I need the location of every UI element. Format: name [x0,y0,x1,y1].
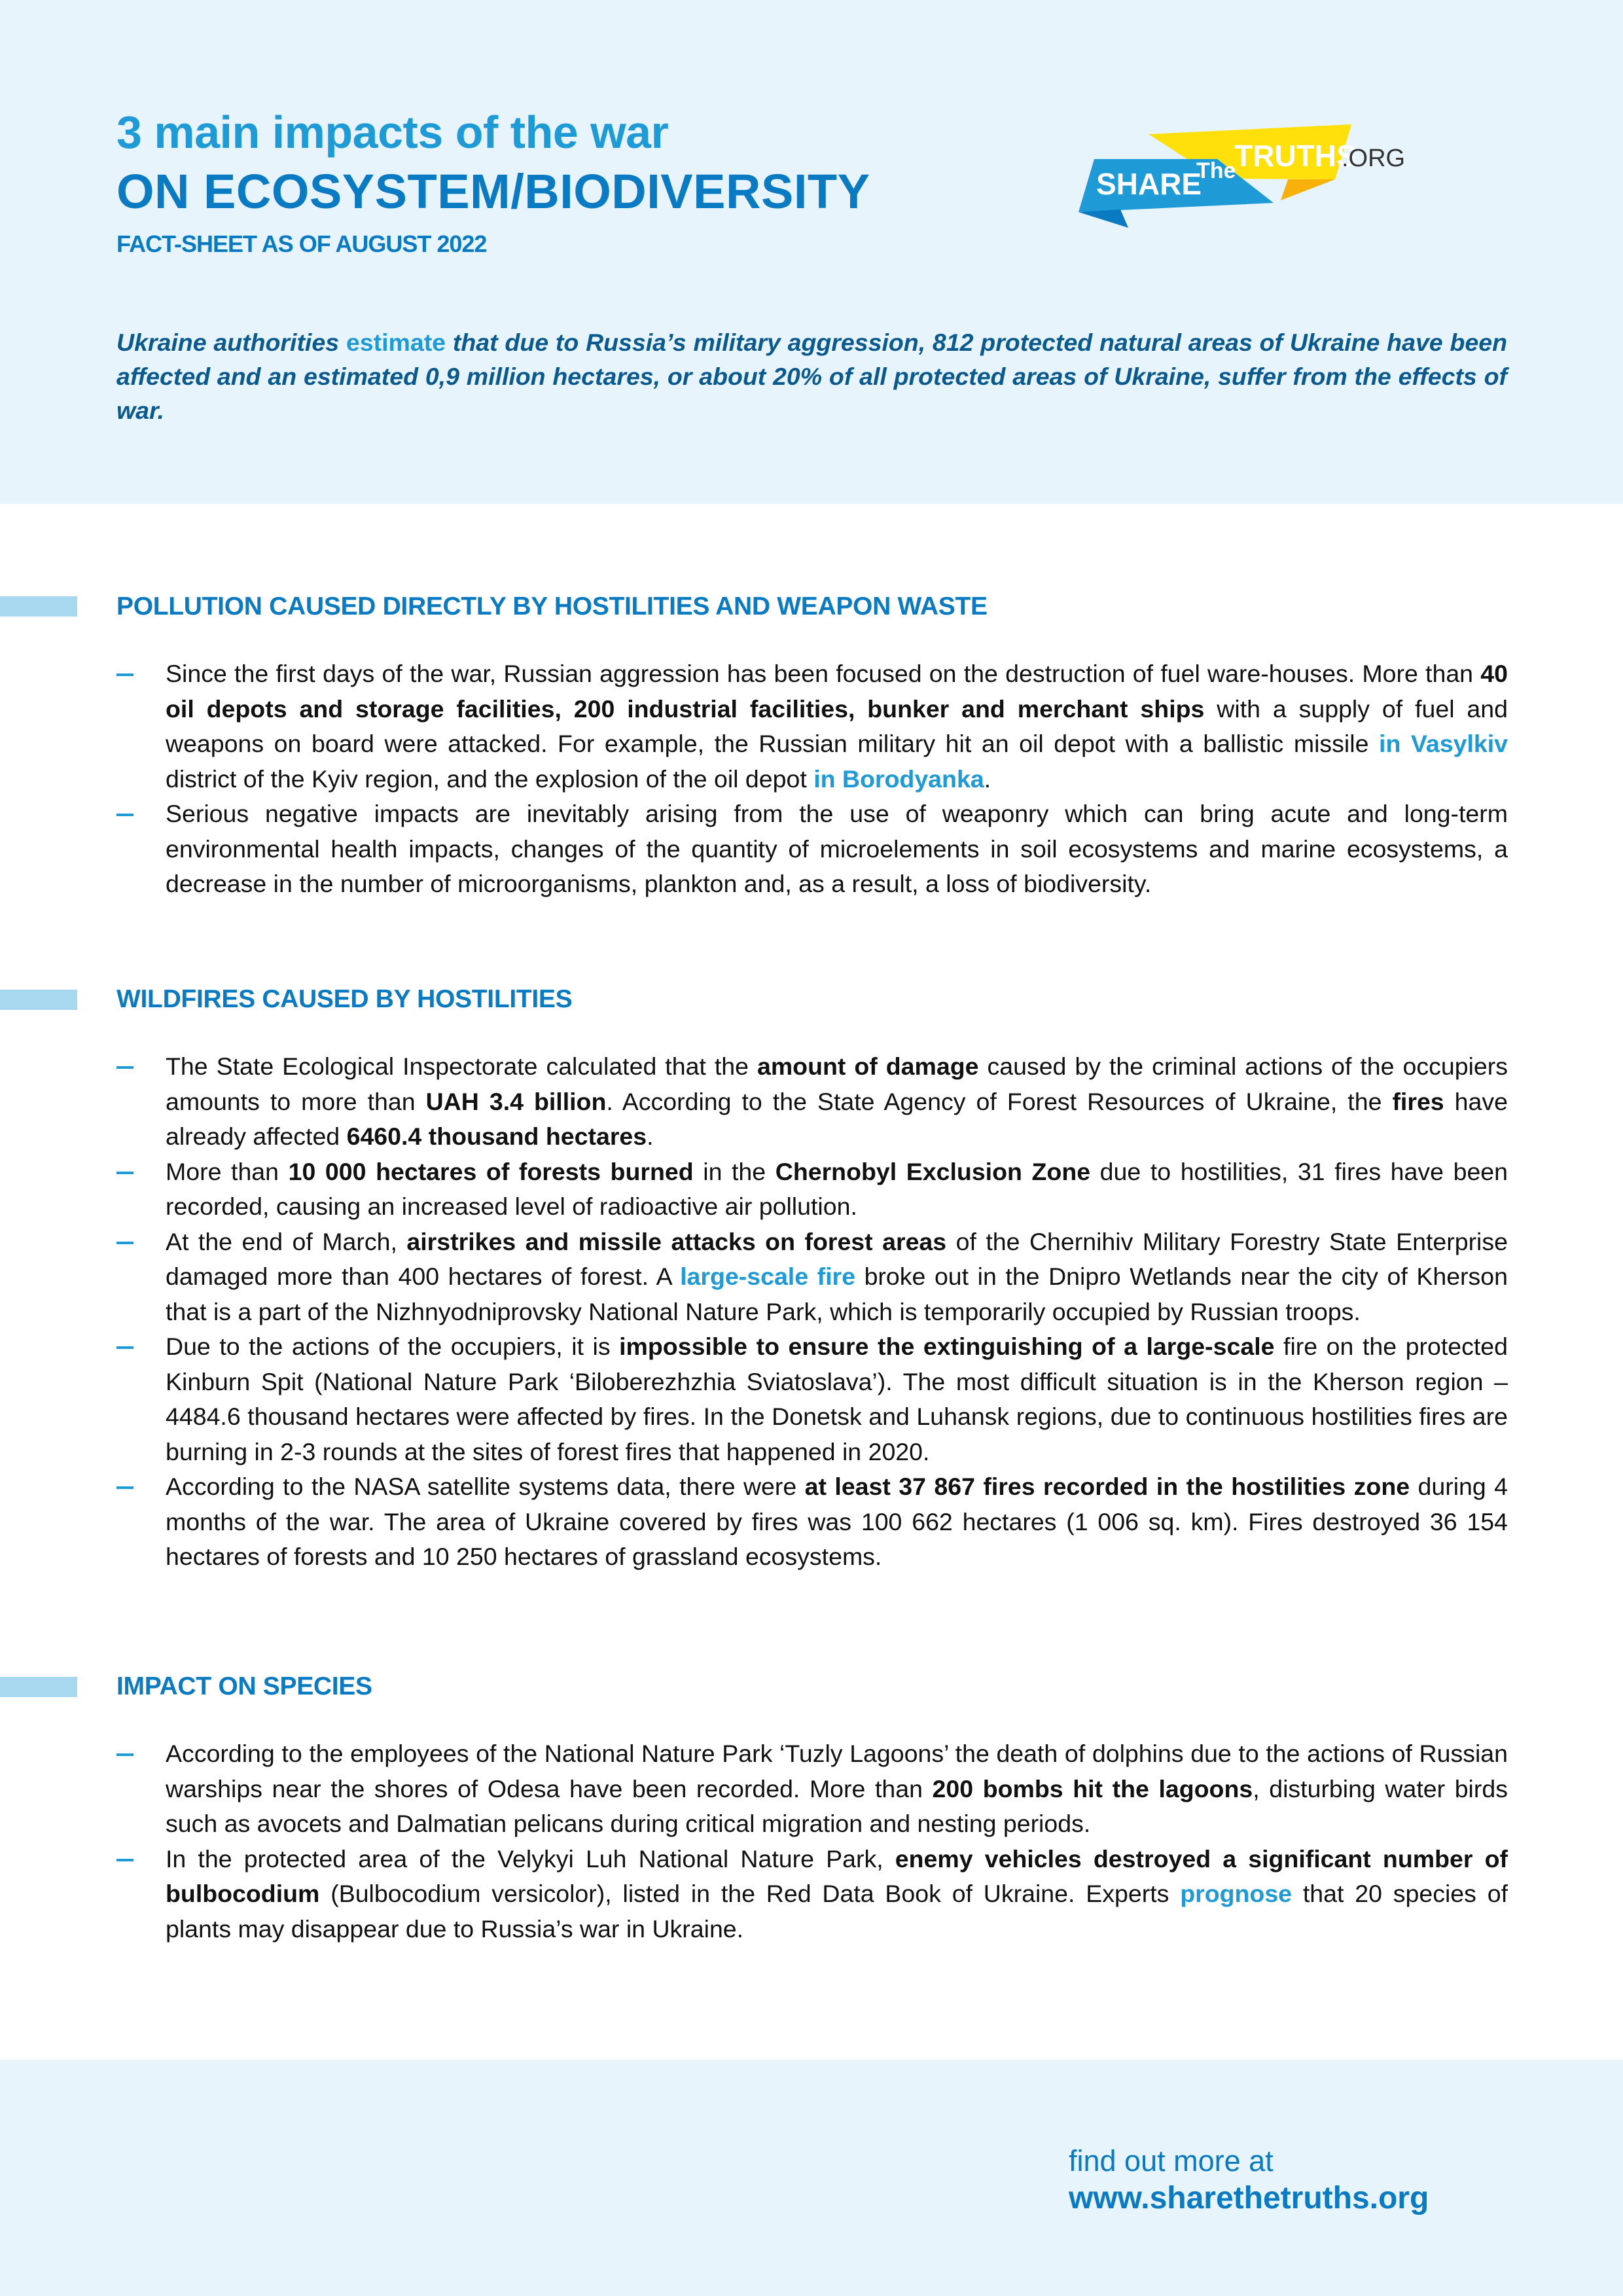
body-text: of the Chernihiv Military Forestry State Enterprise damaged more than 400 hectares of forest. A [166,1227,1508,1290]
dash-bullet-icon [116,1066,134,1069]
logo-org: .ORG [1342,145,1406,172]
bold-emphasis: 6460.4 thousand hectares [346,1122,647,1150]
body-text: due to hostilities, 31 fires have been recorded, causing an increased level of radioactive air pollution. [166,1157,1508,1220]
bullet-item [116,1469,1508,1575]
section-marker [0,1677,77,1697]
body-text: during 4 months of the war. The area of Ukraine covered by fires was 100 662 hectares (1 006 sq. km). Fires destroyed 36 154 hectares of forests and 10 250 hectares of grassland ecosystems. [166,1473,1508,1570]
source-link[interactable]: in Vasylkiv [1379,730,1508,757]
intro-text-end: that due to Russia’s military aggression, 812 protected natural areas of Ukraine have been affected and an estimated 0,9 million hectares, or about 20% of all protected areas of Ukraine, suffer from the effects of war. [116,329,1507,424]
bullet-item [116,1736,1508,1842]
section-title: IMPACT ON SPECIES [116,1672,372,1700]
intro-text-start: Ukraine authorities [116,329,346,356]
body-text: . [984,764,991,793]
body-text: fire on the protected Kinburn Spit (National Nature Park ‘Biloberezhzhia Sviatoslava’). The most difficult situation is in the Kherson region – 4484.6 thousand hectares were affected by fires. In the Donetsk and Luhansk regions, due to continuous hostilities fires are burning in 2-3 rounds at the sites of forest fires that happened in 2020. [166,1333,1508,1465]
body-text: According to the employees of the National Nature Park ‘Tuzly Lagoons’ the death of dolphins due to the actions of Russian warships near the shores of Odesa have been recorded. More than [166,1740,1508,1803]
body-text: In the protected area of the Velykyi Luh National Nature Park, [166,1844,895,1873]
section-title: WILDFIRES CAUSED BY HOSTILITIES [116,985,573,1013]
bold-emphasis: Chernobyl Exclusion Zone [775,1157,1091,1185]
source-link[interactable]: in Borodyanka [813,764,984,793]
footer-band [0,2060,1623,2296]
body-text: , disturbing water birds such as avocets and Dalmatian pelicans during critical migration and nesting periods. [166,1774,1508,1837]
bullet-item [116,797,1508,902]
dash-bullet-icon [116,814,134,816]
body-text: with a supply of fuel and weapons on board were attacked. For example, the Russian military hit an oil depot with a ballistic missile [166,694,1508,757]
bold-emphasis: airstrikes and missile attacks on forest areas [406,1227,947,1255]
share-the-truths-logo[interactable] [1060,105,1531,229]
body-text: . [647,1122,654,1150]
body-text: district of the Kyiv region, and the explosion of the oil depot [166,764,814,793]
dash-bullet-icon [116,1486,134,1489]
dash-bullet-icon [116,1242,134,1244]
bold-emphasis: impossible to ensure the extinguishing of a large-scale [619,1333,1275,1360]
bold-emphasis: 10 000 hectares of forests burned [288,1157,694,1185]
body-text: (Bulbocodium versicolor), listed in the Red Data Book of Ukraine. Experts [319,1880,1181,1907]
body-text: The State Ecological Inspectorate calculated that the [166,1052,757,1080]
body-text: have already affected [166,1087,1508,1150]
bullet-item [116,1329,1508,1469]
estimate-link[interactable]: estimate [346,329,446,356]
body-text: in the [693,1157,776,1185]
website-link[interactable]: www.sharethetruths.org [1069,2181,1429,2215]
intro-paragraph [116,325,1507,427]
find-out-more-label: find out more at [1069,2144,1274,2178]
bullet-item [116,656,1508,797]
bold-emphasis: at least 37 867 fires recorded in the hostilities zone [804,1473,1410,1500]
bullet-item [116,1842,1508,1947]
dash-bullet-icon [116,1753,134,1756]
body-text: More than [166,1157,289,1185]
body-text: caused by the criminal actions of the occupiers amounts to more than [166,1052,1508,1115]
body-text: Serious negative impacts are inevitably arising from the use of weaponry which can bring acute and long-term environmental health impacts, changes of the quantity of microelements in soil ecosystems and marine ecosystems, a decrease in the number of microorganisms, plankton and, as a result, a loss of biodiversity. [166,800,1508,897]
body-text: broke out in the Dnipro Wetlands near the city of Kherson that is a part of the Nizhnyodniprovsky National Nature Park, which is temporarily occupied by Russian troops. [166,1263,1508,1325]
body-text: Since the first days of the war, Russian aggression has been focused on the destruction of fuel ware-houses. More than [166,660,1481,687]
bullet-item [116,1225,1508,1330]
dash-bullet-icon [116,1346,134,1349]
title-line-1: 3 main impacts of the war [116,107,669,158]
section-marker [0,596,77,617]
bullet-item [116,1155,1508,1225]
bullet-item [116,1049,1508,1155]
bold-emphasis: 40 oil depots and storage facilities, 200 industrial facilities, bunker and merchant ships [166,660,1508,723]
body-text: According to the NASA satellite systems data, there were [166,1473,805,1500]
body-text: that 20 species of plants may disappear due to Russia’s war in Ukraine. [166,1880,1508,1943]
source-link[interactable]: prognose [1180,1880,1293,1907]
bold-emphasis: 200 bombs hit the lagoons [932,1774,1253,1803]
logo-the: The [1196,158,1236,183]
logo-share: SHARE [1096,167,1202,201]
body-text: At the end of March, [166,1227,407,1255]
dash-bullet-icon [116,673,134,676]
dash-bullet-icon [116,1859,134,1861]
body-text: . According to the State Agency of Forest Resources of Ukraine, the [606,1087,1393,1115]
bold-emphasis: enemy vehicles destroyed a significant number of bulbocodium [166,1844,1508,1907]
factsheet-date: FACT-SHEET AS OF AUGUST 2022 [116,230,487,257]
dash-bullet-icon [116,1172,134,1174]
bullet-list [116,656,1508,902]
title-line-2: ON ECOSYSTEM/BIODIVERSITY [116,164,870,219]
bold-emphasis: fires [1392,1087,1444,1115]
logo-truths: TRUTHS [1234,139,1357,173]
bold-emphasis: amount of damage [757,1052,979,1080]
bullet-list [116,1736,1508,1946]
bullet-list [116,1049,1508,1575]
section-title: POLLUTION CAUSED DIRECTLY BY HOSTILITIES AND WEAPON WASTE [116,592,988,620]
body-text: Due to the actions of the occupiers, it is [166,1333,620,1360]
bold-emphasis: UAH 3.4 billion [425,1087,607,1115]
source-link[interactable]: large-scale fire [680,1263,855,1290]
section-marker [0,990,77,1010]
